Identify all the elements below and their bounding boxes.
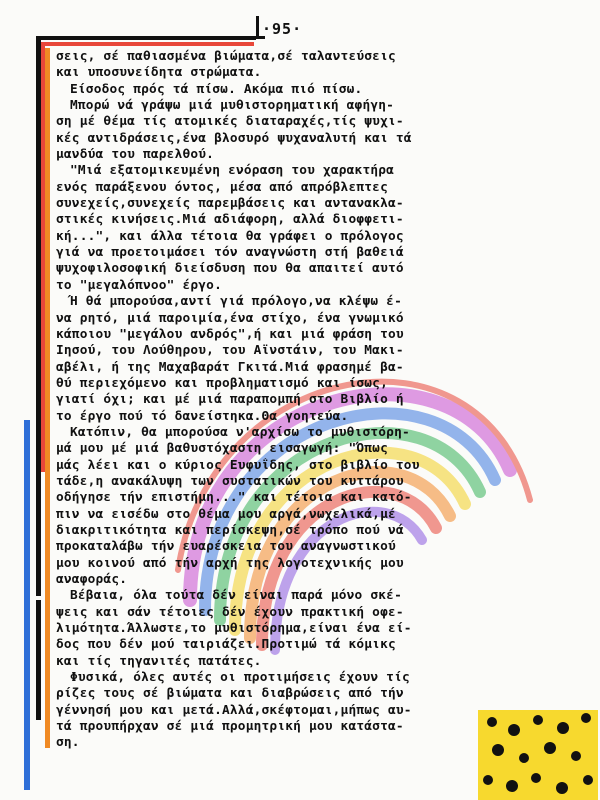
text-line: ενός παράξενου όντος, μέσα από απρόβλεπτες — [56, 179, 388, 195]
text-line: συνεχείς,συνεχείς παρεμβάσεις και αντανακλα- — [56, 196, 404, 212]
text-line: οδήγησε τήν επιστήμη..." και τέτοια και κατό- — [56, 490, 412, 506]
text-line: και τίς τηγανιτές πατάτες. — [56, 653, 262, 669]
text-line: ση μέ θέμα τίς ατομικές διαταραχές,τίς ψυχι- — [56, 114, 404, 130]
text-line: Ιησού, του Λούθηρου, του Αϊνστάιν, του Μακι- — [56, 343, 404, 359]
text-line: Βέβαια, όλα τούτα δέν είναι παρά μόνο σκέ- — [70, 588, 402, 604]
text-line: κάποιου "μεγάλου ανδρός",ή και μιά φράση του — [56, 326, 404, 342]
text-line: Κατόπιν, θα μπορούσα ν'αρχίσω το μυθιστόρη- — [70, 424, 410, 440]
text-line: το έργο πού τό δανείστηκα.Θα γοητεύα. — [56, 408, 349, 424]
body-text — [56, 49, 576, 752]
text-line: μά μου μέ μιά βαθυστόχαστη εισαγωγή: "Όπως — [56, 441, 388, 457]
text-line: Μπορώ νά γράψω μιά μυθιστορηματική αφήγη- — [70, 98, 395, 114]
text-line: ψυχοφιλοσοφική διείσδυση που θα απαιτεί αυτό — [56, 261, 404, 277]
stripe-red-horizontal — [41, 42, 254, 46]
text-line: τάδε,η ανακάλυψη των συστατικών του κυττάρου — [56, 473, 404, 489]
text-line: πιν να εισέδω στο θέμα μου αργά,νωχελικά,μέ — [56, 506, 396, 522]
text-line: Είσοδος πρός τά πίσω. Ακόμα πιό πίσω. — [70, 81, 363, 97]
text-line: το "μεγαλόπνοο" έργο. — [56, 277, 222, 293]
text-line: γέννησή μου και μετά.Αλλά,σκέφτομαι,μήπως αυ- — [56, 702, 412, 718]
text-line: μανδύα του παρελθού. — [56, 147, 215, 163]
text-line: θύ περιεχόμενο και προβληματισμό και ίσως, — [56, 375, 388, 391]
text-line: τά προυπήρχαν σέ μιά προμητρική μου κατάστα- — [56, 719, 404, 735]
text-line: γιά να προετοιμάσει τόν αναγνώστη στή βαθειά — [56, 245, 404, 261]
text-line: προκαταλάβω τήν ευαρέσκεια του αναγνωστικού — [56, 539, 396, 555]
text-line: κή...", και άλλα τέτοια θα γράφει ο πρόλογος — [56, 228, 404, 244]
stripe-black-horizontal — [36, 36, 256, 40]
text-line: δος που δέν μού ταιριάζει.Προτιμώ τά κόμικς — [56, 637, 396, 653]
stripe-orange-vertical — [45, 48, 50, 748]
text-line: γιατί όχι; και μέ μιά παραπομπή στο Βιβλίο ή — [56, 392, 404, 408]
text-line: Ή θά μπορούσα,αντί γιά πρόλογο,να κλέψω έ- — [70, 294, 402, 310]
text-line: λιμότητα.Άλλωστε,το μυθιστόρημα,είναι ένα εί- — [56, 621, 412, 637]
stripe-black-vertical-low — [36, 600, 41, 720]
text-line: μάς λέει και ο κύριος Ευφυΐδης, στο βιβλίο του — [56, 457, 420, 473]
stripe-blue-vertical — [24, 420, 30, 790]
text-line: διακριτικότητα και περίσκεψη,σέ τρόπο πού νά — [56, 522, 404, 538]
page-number: ·95· — [262, 20, 303, 38]
text-line: ψεις και σάν τέτοιες δέν έχουν πρακτική οφε- — [56, 604, 404, 620]
text-line: σεις, σέ παθιασμένα βιώματα,σέ ταλαντεύσεις — [56, 49, 396, 64]
text-line: ση. — [56, 735, 80, 751]
text-line: κές αντιδράσεις,ένα βλοσυρό ψυχαναλυτή και τά — [56, 130, 412, 146]
text-line: μου κοινού από τήν αρχή της λογοτεχνικής μου — [56, 555, 404, 571]
text-line: "Μιά εξατομικευμένη ενόραση του χαρακτήρα — [70, 163, 395, 179]
text-line: ρίζες τους σέ βιώματα και διαβρώσεις από τήν — [56, 686, 404, 702]
text-line: και υποσυνείδητα στρώματα. — [56, 65, 262, 81]
text-line: αβέλι, ή της Μαχαβαράτ Γκιτά.Μιά φρασημέ βα- — [56, 359, 404, 375]
text-line: Φυσικά, όλες αυτές οι προτιμήσεις έχουν τίς — [70, 670, 410, 686]
text-line: στικές κινήσεις.Μιά αδιάφορη, αλλά διοφφετι- — [56, 212, 404, 228]
text-line: αναφοράς. — [56, 572, 128, 587]
text-line: να ρητό, μιά παροιμία,ένα στίχο, ένα γνωμικό — [56, 310, 404, 326]
